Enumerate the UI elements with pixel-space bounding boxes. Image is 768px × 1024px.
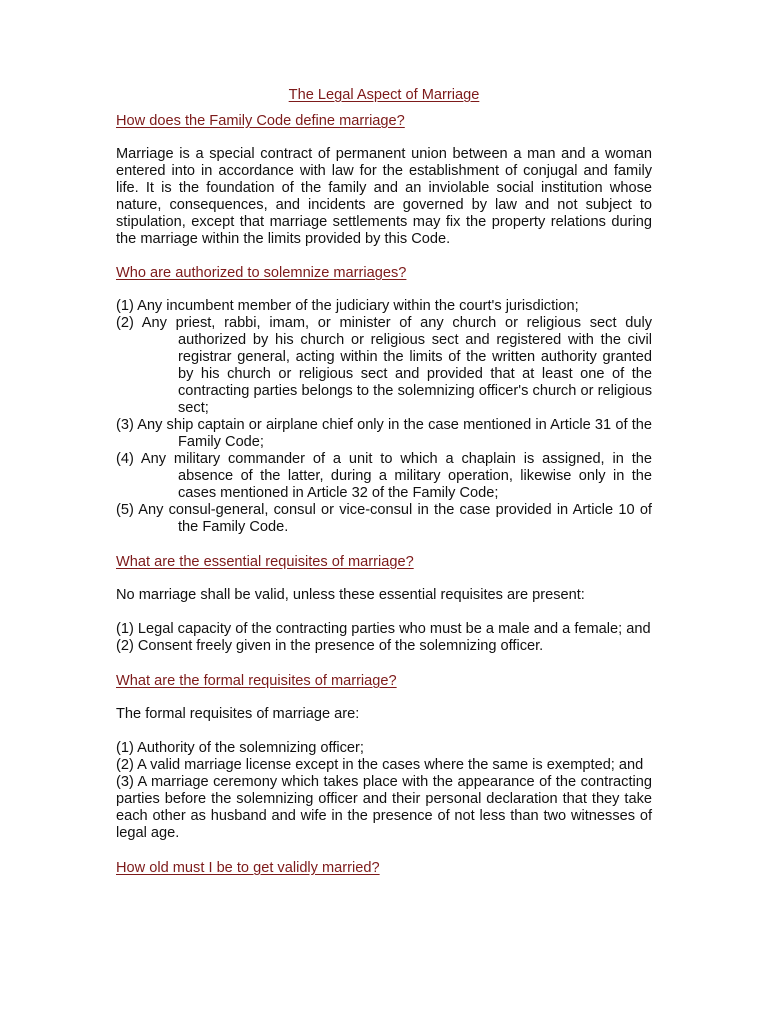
solemnizing-officers-list: [116, 298, 652, 536]
list-item: (3) Any ship captain or airplane chief only in the case mentioned in Article 31 of the Family Code;: [116, 417, 652, 450]
formal-requisites-list: [116, 740, 652, 842]
section-heading-essential-requisites: What are the essential requisites of marriage?: [116, 554, 414, 570]
document-page: [116, 87, 652, 893]
essential-requisites-intro: No marriage shall be valid, unless these essential requisites are present:: [116, 587, 585, 603]
list-item: (4) Any military commander of a unit to which a chaplain is assigned, in the absence of the latter, during a military operation, likewise only in the cases mentioned in Article 32 of the Family Code;: [116, 451, 652, 501]
list-item: (3) A marriage ceremony which takes place with the appearance of the contracting parties before the solemnizing officer and their personal declaration that they take each other as husband and wife in the presence of not less than two witnesses of legal age.: [116, 774, 652, 841]
definition-paragraph: Marriage is a special contract of permanent union between a man and a woman entered into in accordance with law for the establishment of conjugal and family life. It is the foundation of the family and an inviolable social institution whose nature, consequences, and incidents are governed by law and not subject to stipulation, except that marriage settlements may fix the property relations during the marriage within the limits provided by this Code.: [116, 146, 652, 247]
section-heading-age: How old must I be to get validly married?: [116, 860, 380, 876]
list-item: (2) Consent freely given in the presence of the solemnizing officer.: [116, 638, 544, 654]
list-item: (1) Authority of the solemnizing officer;: [116, 740, 364, 756]
essential-requisites-list: [116, 621, 652, 655]
list-item: (2) Any priest, rabbi, imam, or minister of any church or religious sect duly authorized by his church or religious sect and registered with the civil registrar general, acting within the limits of the written authority granted by his church or religious sect and provided that at least one of the contracting parties belongs to the solemnizing officer's church or religious sect;: [116, 315, 652, 416]
list-item: (5) Any consul-general, consul or vice-consul in the case provided in Article 10 of the Family Code.: [116, 502, 652, 535]
formal-requisites-intro: The formal requisites of marriage are:: [116, 706, 360, 722]
section-heading-definition: How does the Family Code define marriage?: [116, 113, 405, 129]
section-heading-formal-requisites: What are the formal requisites of marriage?: [116, 673, 397, 689]
list-item: (2) A valid marriage license except in the cases where the same is exempted; and: [116, 757, 644, 773]
list-item: (1) Legal capacity of the contracting parties who must be a male and a female; and: [116, 621, 651, 637]
document-title: The Legal Aspect of Marriage: [288, 87, 480, 103]
list-item: (1) Any incumbent member of the judiciary within the court's jurisdiction;: [116, 298, 579, 314]
section-heading-solemnize: Who are authorized to solemnize marriages?: [116, 265, 407, 281]
